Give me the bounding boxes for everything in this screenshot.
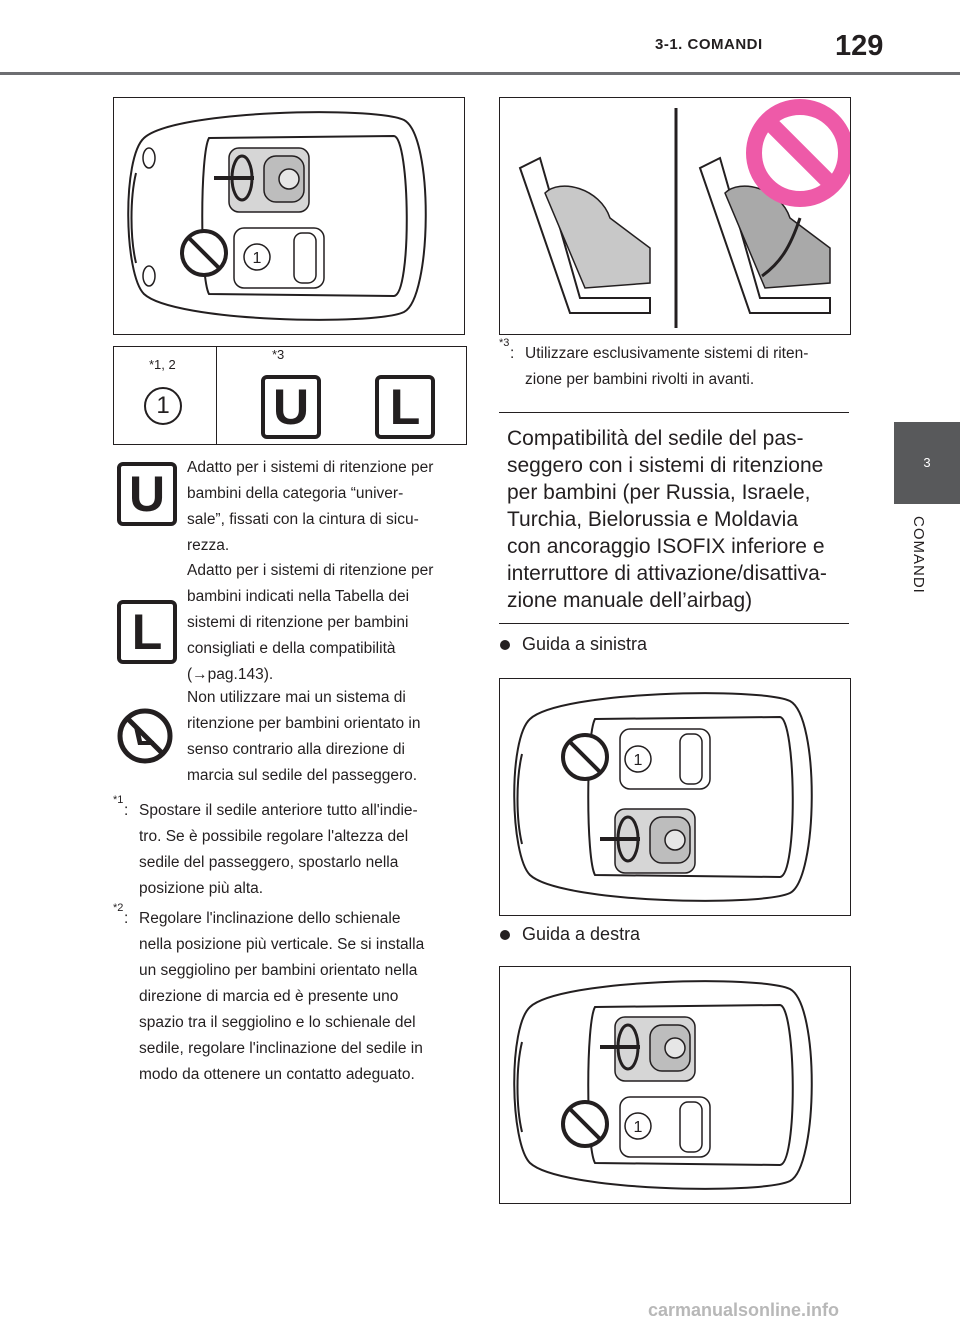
legend-u-icon: U [117,462,177,526]
note2-mark: *2 [113,902,124,914]
chapter-label: COMANDI [910,516,927,594]
seat-table [113,346,467,445]
compat-box-bottom-rule [499,623,849,624]
legend-l-icon: L [117,600,177,664]
note3-mark: *3 [499,337,510,349]
page-number: 129 [835,30,884,62]
universal-icon: U [261,375,321,439]
compat-box-top-rule [499,412,849,413]
bullet-dot [500,640,510,650]
legend-l-text: Adatto per i sistemi di ritenzione per bambini indicati nella Tabella dei sistemi di ritenzione per bambini consigliati e della compatibilità (→pag.143). [187,562,434,683]
car-diagram-left-drive [499,678,851,916]
note2-colon: : [124,910,129,927]
seat-illustration [500,98,850,334]
header-rule [0,72,960,75]
car-topview-left-graphic [500,679,850,915]
section-title: 3-1. COMANDI [655,36,763,53]
car-diagram-right-drive [499,966,851,1204]
seat-recline-diagram [499,97,851,335]
note3-text: Utilizzare esclusivamente sistemi di riten- zione per bambini rivolti in avanti. [525,345,809,388]
legend-u-text: Adatto per i sistemi di ritenzione per bambini della categoria “univer- sale”, fissati con la cintura di sicu- rezza. [187,459,434,554]
note1-mark: *1 [113,794,124,806]
seat-number-label: 1 [633,752,643,769]
car-diagram-top [113,97,465,335]
note2-text: Regolare l'inclinazione dello schienale nella posizione più verticale. Se si installa un seggiolino per bambini orientato nella direzione di marcia ed è presente uno spazio tra il seggiolino e lo schienale del sedile, regolare l'inclinazione del sedile in modo da ottenere un contatto adeguato. [139,910,425,1083]
legend-no-text: Non utilizzare mai un sistema di ritenzione per bambini orientato in senso contrario alla direzione di marcia sul sedile del passeggero. [187,689,421,784]
car-topview-graphic [114,98,464,334]
note3-colon: : [510,345,515,362]
seat-position-icon: 1 [144,387,182,425]
car-topview-right-graphic [500,967,850,1203]
note1-colon: : [124,802,129,819]
chapter-tab[interactable]: 3 [894,422,960,504]
no-rear-facing-icon [116,707,174,765]
left-drive-label: Guida a sinistra [522,634,648,654]
seat-number-label: 1 [633,1119,643,1136]
table-divider [216,347,217,444]
note1-text: Spostare il sedile anteriore tutto all'indie- tro. Se è possibile regolare l'altezza del sedile del passeggero, spostarlo nella posizione più alta. [139,802,418,897]
isofix-l-icon: L [375,375,435,439]
footer-watermark: carmanualsonline.info [648,1300,840,1320]
right-drive-label: Guida a destra [522,924,641,944]
bullet-dot [500,930,510,940]
col2-header: *3 [272,347,285,362]
compat-box-title: Compatibilità del sedile del pas- seggero con i sistemi di ritenzione per bambini (per Russia, Israele, Turchia, Bielorussia e Moldavia con ancoraggio ISOFIX inferiore e interruttore di attivazione/disattiva- zione manuale dell’airbag) [507,427,827,612]
col1-header: *1, 2 [149,357,176,372]
seat-number-label: 1 [252,250,262,267]
